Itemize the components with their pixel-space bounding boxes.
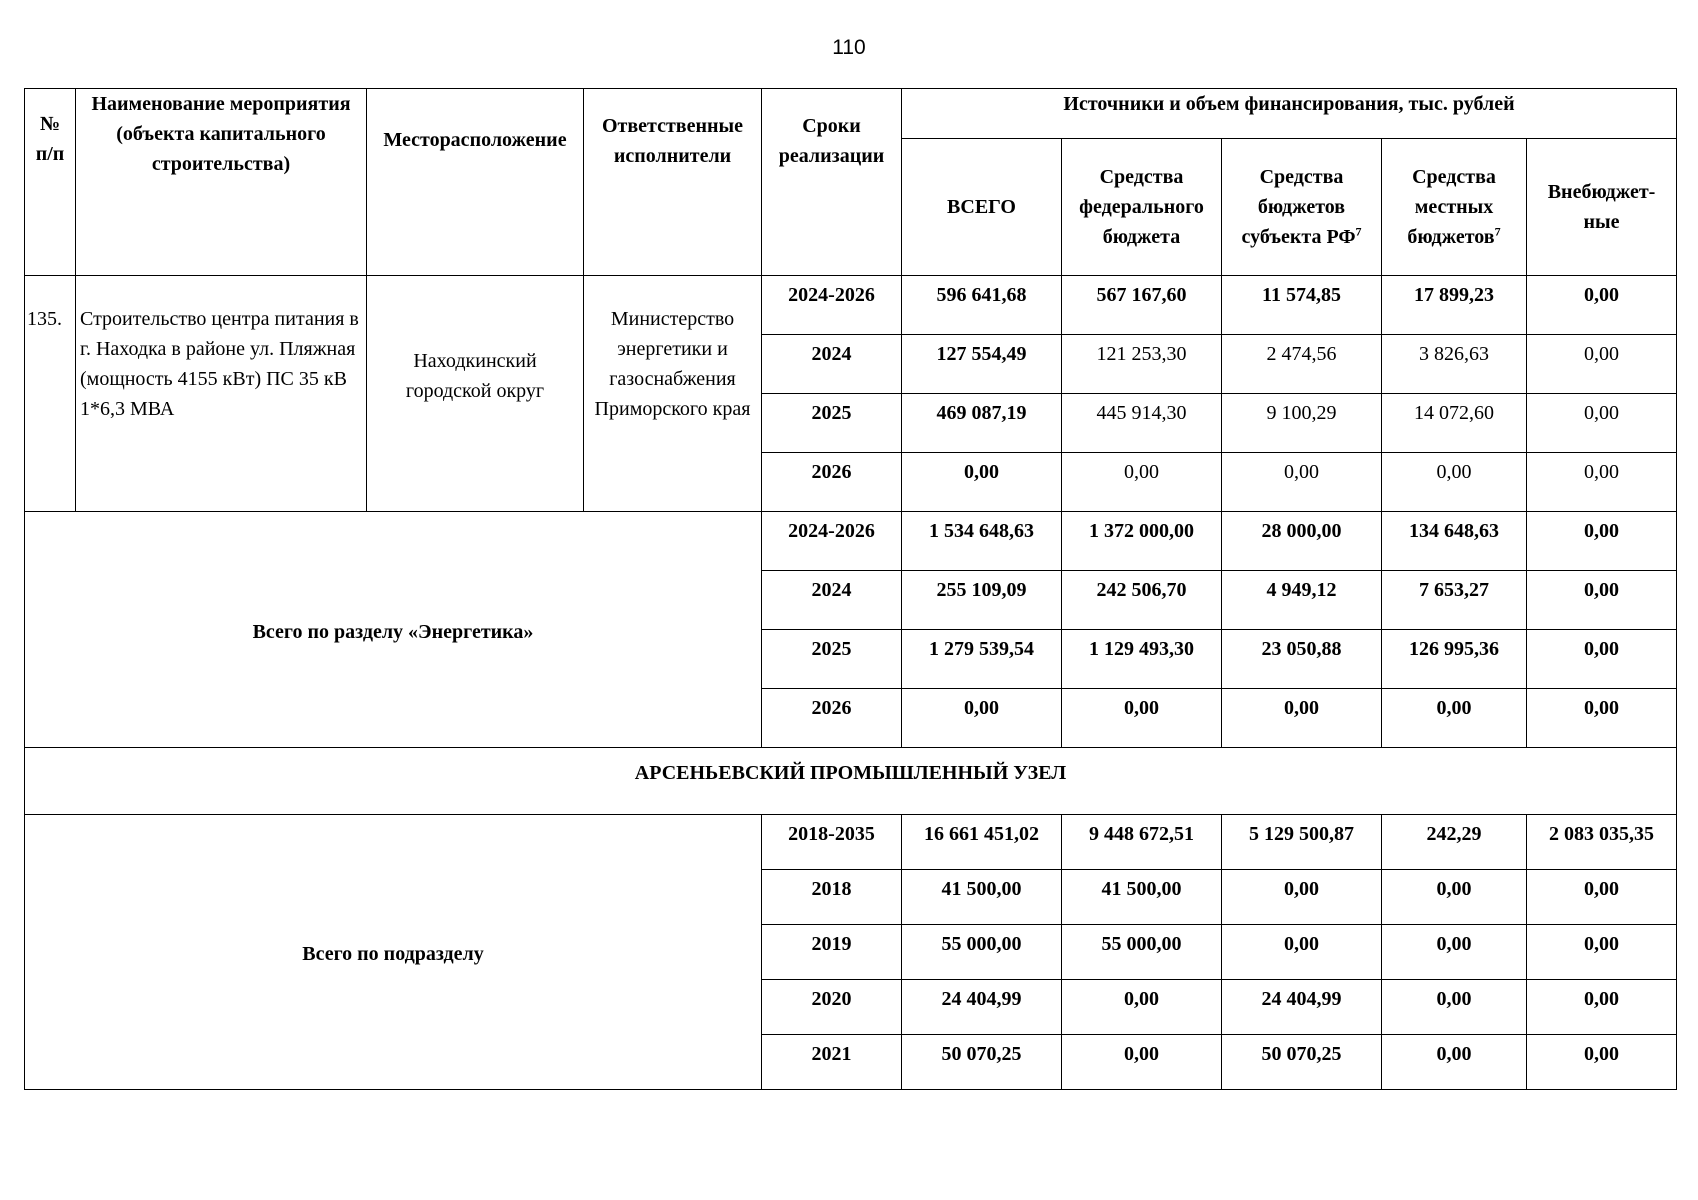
header-subject-footnote: 7 xyxy=(1355,224,1362,239)
extra-cell: 0,00 xyxy=(1527,630,1677,689)
table-row xyxy=(25,815,1677,870)
total-cell: 469 087,19 xyxy=(902,394,1062,453)
period-cell: 2021 xyxy=(762,1035,902,1090)
extra-cell: 0,00 xyxy=(1527,335,1677,394)
local-cell: 134 648,63 xyxy=(1382,512,1527,571)
total-cell: 0,00 xyxy=(902,453,1062,512)
local-cell: 14 072,60 xyxy=(1382,394,1527,453)
extra-cell: 0,00 xyxy=(1527,394,1677,453)
subject-cell: 2 474,56 xyxy=(1222,335,1382,394)
extra-cell: 0,00 xyxy=(1527,980,1677,1035)
header-local xyxy=(1382,139,1527,276)
page-number: 110 xyxy=(832,36,866,59)
federal-cell: 1 372 000,00 xyxy=(1062,512,1222,571)
item-name: Строительство центра питания в г. Находка в районе ул. Пляжная (мощность 4155 кВт) ПС 35 кВ 1*6,3 МВА xyxy=(76,276,367,512)
period-cell: 2019 xyxy=(762,925,902,980)
total-cell: 55 000,00 xyxy=(902,925,1062,980)
total-cell: 24 404,99 xyxy=(902,980,1062,1035)
period-cell: 2018 xyxy=(762,870,902,925)
item-num: 135. xyxy=(25,276,76,512)
extra-cell: 0,00 xyxy=(1527,1035,1677,1090)
header-row-1 xyxy=(25,89,1677,139)
extra-cell: 0,00 xyxy=(1527,276,1677,335)
federal-cell: 445 914,30 xyxy=(1062,394,1222,453)
subject-cell: 4 949,12 xyxy=(1222,571,1382,630)
total-cell: 1 279 539,54 xyxy=(902,630,1062,689)
local-cell: 0,00 xyxy=(1382,980,1527,1035)
local-cell: 242,29 xyxy=(1382,815,1527,870)
extra-cell: 0,00 xyxy=(1527,689,1677,748)
subject-cell: 28 000,00 xyxy=(1222,512,1382,571)
local-cell: 0,00 xyxy=(1382,453,1527,512)
energy-total-label: Всего по разделу «Энергетика» xyxy=(25,512,762,748)
federal-cell: 0,00 xyxy=(1062,1035,1222,1090)
section-row xyxy=(25,748,1677,815)
subject-cell: 23 050,88 xyxy=(1222,630,1382,689)
header-total: ВСЕГО xyxy=(902,139,1062,276)
federal-cell: 0,00 xyxy=(1062,980,1222,1035)
table-row xyxy=(25,276,1677,335)
item-responsible: Министерство энергетики и газоснабжения Приморского края xyxy=(584,276,762,512)
federal-cell: 55 000,00 xyxy=(1062,925,1222,980)
extra-cell: 0,00 xyxy=(1527,925,1677,980)
local-cell: 0,00 xyxy=(1382,870,1527,925)
subject-cell: 5 129 500,87 xyxy=(1222,815,1382,870)
financing-table xyxy=(24,88,1677,1090)
subject-cell: 11 574,85 xyxy=(1222,276,1382,335)
period-cell: 2020 xyxy=(762,980,902,1035)
total-cell: 16 661 451,02 xyxy=(902,815,1062,870)
federal-cell: 121 253,30 xyxy=(1062,335,1222,394)
local-cell: 126 995,36 xyxy=(1382,630,1527,689)
local-cell: 7 653,27 xyxy=(1382,571,1527,630)
period-cell: 2026 xyxy=(762,453,902,512)
header-responsible: Ответственные исполнители xyxy=(584,89,762,276)
federal-cell: 0,00 xyxy=(1062,453,1222,512)
period-cell: 2025 xyxy=(762,394,902,453)
subsection-total-label: Всего по подразделу xyxy=(25,815,762,1090)
subject-cell: 0,00 xyxy=(1222,689,1382,748)
header-federal: Средства федерального бюджета xyxy=(1062,139,1222,276)
header-local-text: Средства местных бюджетов xyxy=(1407,166,1496,248)
extra-cell: 0,00 xyxy=(1527,512,1677,571)
header-local-footnote: 7 xyxy=(1494,224,1501,239)
subject-cell: 50 070,25 xyxy=(1222,1035,1382,1090)
federal-cell: 242 506,70 xyxy=(1062,571,1222,630)
total-cell: 255 109,09 xyxy=(902,571,1062,630)
period-cell: 2024 xyxy=(762,335,902,394)
subject-cell: 24 404,99 xyxy=(1222,980,1382,1035)
extra-cell: 0,00 xyxy=(1527,571,1677,630)
extra-cell: 2 083 035,35 xyxy=(1527,815,1677,870)
total-cell: 41 500,00 xyxy=(902,870,1062,925)
federal-cell: 0,00 xyxy=(1062,689,1222,748)
period-cell: 2025 xyxy=(762,630,902,689)
subject-cell: 0,00 xyxy=(1222,870,1382,925)
extra-cell: 0,00 xyxy=(1527,453,1677,512)
header-extra: Внебюджет-ные xyxy=(1527,139,1677,276)
extra-cell: 0,00 xyxy=(1527,870,1677,925)
subject-cell: 0,00 xyxy=(1222,925,1382,980)
header-period: Сроки реализации xyxy=(762,89,902,276)
federal-cell: 1 129 493,30 xyxy=(1062,630,1222,689)
header-subject xyxy=(1222,139,1382,276)
federal-cell: 41 500,00 xyxy=(1062,870,1222,925)
total-cell: 1 534 648,63 xyxy=(902,512,1062,571)
total-cell: 596 641,68 xyxy=(902,276,1062,335)
local-cell: 3 826,63 xyxy=(1382,335,1527,394)
section-title: АРСЕНЬЕВСКИЙ ПРОМЫШЛЕННЫЙ УЗЕЛ xyxy=(25,748,1677,815)
total-cell: 50 070,25 xyxy=(902,1035,1062,1090)
period-cell: 2024-2026 xyxy=(762,512,902,571)
header-location: Месторасположение xyxy=(367,89,584,276)
local-cell: 0,00 xyxy=(1382,925,1527,980)
subject-cell: 9 100,29 xyxy=(1222,394,1382,453)
period-cell: 2026 xyxy=(762,689,902,748)
total-cell: 127 554,49 xyxy=(902,335,1062,394)
subject-cell: 0,00 xyxy=(1222,453,1382,512)
header-subject-text: Средства бюджетов субъекта РФ xyxy=(1241,166,1356,248)
header-num: № п/п xyxy=(25,89,76,276)
local-cell: 0,00 xyxy=(1382,689,1527,748)
local-cell: 17 899,23 xyxy=(1382,276,1527,335)
period-cell: 2024-2026 xyxy=(762,276,902,335)
period-cell: 2018-2035 xyxy=(762,815,902,870)
table-row xyxy=(25,512,1677,571)
local-cell: 0,00 xyxy=(1382,1035,1527,1090)
header-funding: Источники и объем финансирования, тыс. рублей xyxy=(902,89,1677,139)
header-name: Наименование мероприятия (объекта капитального строительства) xyxy=(76,89,367,276)
total-cell: 0,00 xyxy=(902,689,1062,748)
federal-cell: 9 448 672,51 xyxy=(1062,815,1222,870)
federal-cell: 567 167,60 xyxy=(1062,276,1222,335)
period-cell: 2024 xyxy=(762,571,902,630)
item-location: Находкинский городской округ xyxy=(367,276,584,512)
